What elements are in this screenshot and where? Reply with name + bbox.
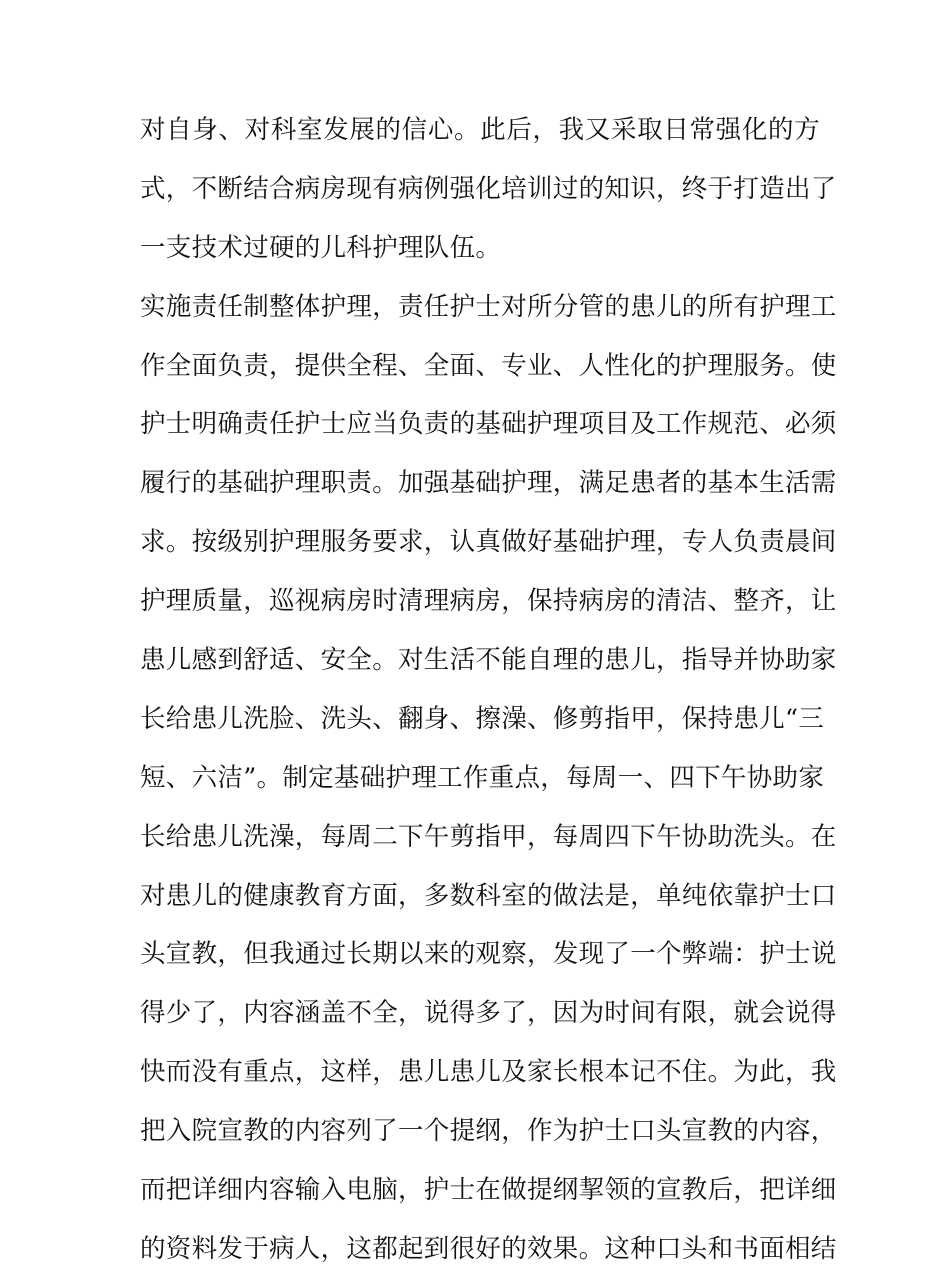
text-line: 一支技术过硬的儿科护理队伍。 xyxy=(140,232,502,263)
text-line: 实施责任制整体护理，责任护士对所分管的患儿的所有护理工 xyxy=(140,291,837,322)
text-line: 患儿感到舒适、安全。对生活不能自理的患儿，指导并协助家 xyxy=(140,645,837,676)
text-line: 对自身、对科室发展的信心。此后，我又采取日常强化的方 xyxy=(140,115,820,145)
text-line: 而把详细内容输入电脑，护士在做提纲挈领的宣教后，把详细 xyxy=(140,1175,837,1206)
text-line: 对患儿的健康教育方面，多数科室的做法是，单纯依靠护士口 xyxy=(140,880,837,911)
text-line: 履行的基础护理职责。加强基础护理，满足患者的基本生活需 xyxy=(140,468,837,499)
text-line: 求。按级别护理服务要求，认真做好基础护理，专人负责晨间 xyxy=(140,527,837,558)
text-line: 把入院宣教的内容列了一个提纲，作为护士口头宣教的内容， xyxy=(140,1116,837,1147)
text-line: 快而没有重点，这样，患儿患儿及家长根本记不住。为此，我 xyxy=(140,1057,837,1088)
text-line: 短、六洁”。制定基础护理工作重点，每周一、四下午协助家 xyxy=(140,762,825,793)
text-line: 得少了，内容涵盖不全，说得多了，因为时间有限，就会说得 xyxy=(140,998,837,1029)
text-line: 护士明确责任护士应当负责的基础护理项目及工作规范、必须 xyxy=(140,409,837,440)
text-line: 头宣教，但我通过长期以来的观察，发现了一个弊端：护士说 xyxy=(140,939,837,970)
text-line: 作全面负责，提供全程、全面、专业、人性化的护理服务。使 xyxy=(140,350,837,381)
text-line: 护理质量，巡视病房时清理病房，保持病房的清洁、整齐，让 xyxy=(140,586,837,617)
body-text xyxy=(140,108,837,1286)
text-line: 长给患儿洗脸、洗头、翻身、擦澡、修剪指甲，保持患儿“三 xyxy=(140,703,825,734)
text-line: 长给患儿洗澡，每周二下午剪指甲，每周四下午协助洗头。在 xyxy=(140,821,837,852)
text-line: 式，不断结合病房现有病例强化培训过的知识，终于打造出了 xyxy=(140,173,837,204)
text-line: 的资料发于病人，这都起到很好的效果。这种口头和书面相结 xyxy=(140,1233,837,1264)
